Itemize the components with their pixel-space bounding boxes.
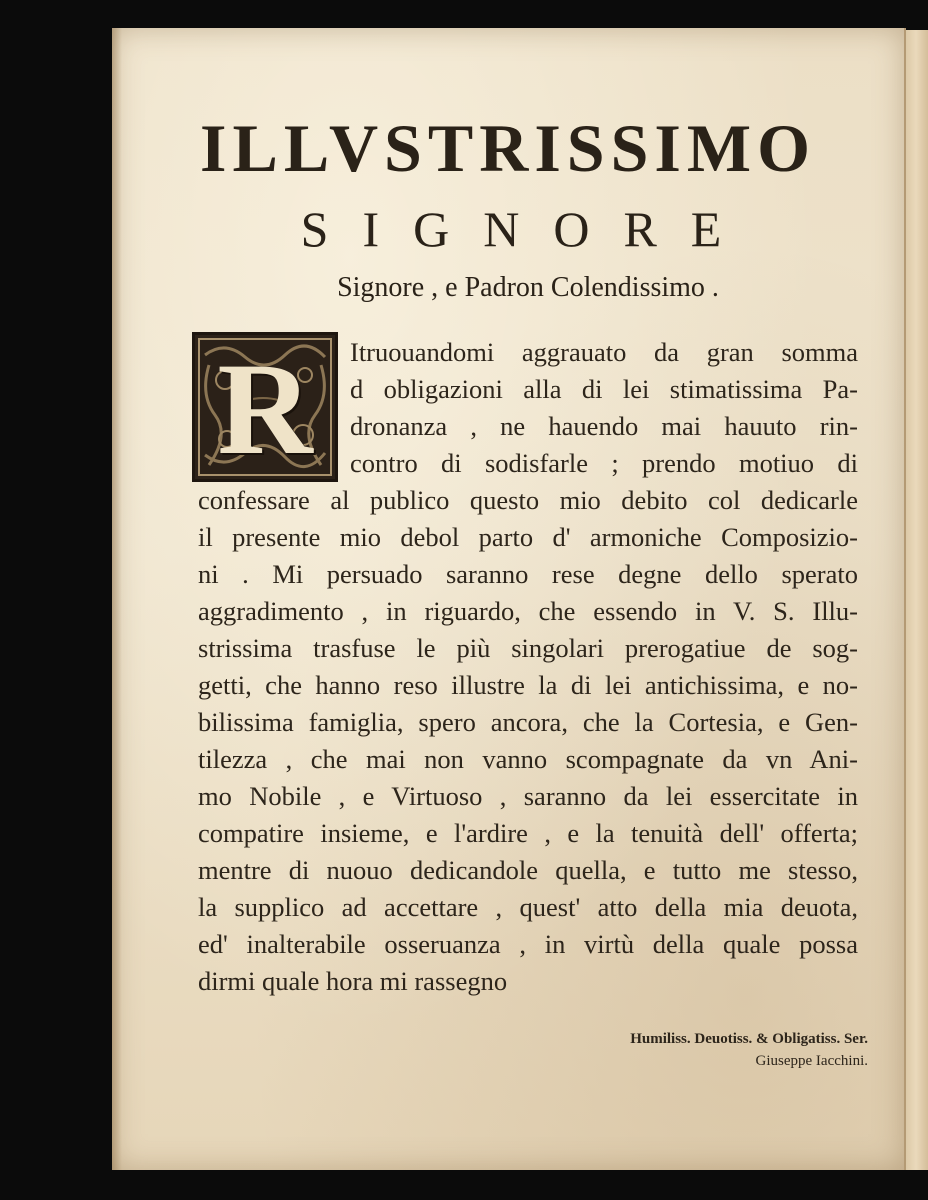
drop-cap-letter: R <box>217 335 313 482</box>
text-line: confessare al publico questo mio debito col dedicarle <box>198 485 858 515</box>
text-line: ni . Mi persuado saranno rese degne dello sperato <box>198 559 858 589</box>
text-line: compatire insieme, e l'ardire , e la tenuità dell' offerta; <box>198 818 858 848</box>
page-title: ILLVSTRISSIMO <box>200 110 816 186</box>
signature-closing: Humiliss. Deuotiss. & Obligatiss. Ser. <box>630 1031 868 1047</box>
signature-name: Giuseppe Iacchini. <box>755 1053 868 1069</box>
signature-block <box>630 1028 868 1072</box>
salutation: Signore , e Padron Colendissimo . <box>337 272 719 303</box>
text-line: aggradimento , in riguardo, che essendo in V. S. Illu- <box>198 596 858 626</box>
text-line: contro di sodisfarle ; prendo motiuo di <box>350 448 858 478</box>
text-line: ed' inalterabile osseruanza , in virtù della quale possa <box>198 929 858 959</box>
text-line: mo Nobile , e Virtuoso , saranno da lei essercitate in <box>198 781 858 811</box>
text-line: tilezza , che mai non vanno scompagnate da vn Ani- <box>198 744 858 774</box>
text-line: bilissima famiglia, spero ancora, che la Cortesia, e Gen- <box>198 707 858 737</box>
book-page <box>112 28 906 1170</box>
dedication-body <box>198 334 858 1000</box>
text-line: la supplico ad accettare , quest' atto della mia deuota, <box>198 892 858 922</box>
text-line: dronanza , ne hauendo mai hauuto rin- <box>350 411 858 441</box>
text-line: dirmi quale hora mi rassegno <box>198 966 508 996</box>
text-line: il presente mio debol parto d' armoniche Composizio- <box>198 522 858 552</box>
text-line: d obligazioni alla di lei stimatissima Pa- <box>350 374 858 404</box>
page-gutter-shadow <box>112 28 122 1170</box>
text-line: mentre di nuouo dedicandole quella, e tutto me stesso, <box>198 855 858 885</box>
text-line: Itruouandomi aggrauato da gran somma <box>350 337 858 367</box>
adjacent-page-edge <box>903 30 928 1170</box>
text-line: strissima trasfuse le più singolari prerogatiue de sog- <box>198 633 858 663</box>
page-subtitle: SIGNORE <box>300 201 756 257</box>
text-line: getti, che hanno reso illustre la di lei antichissima, e no- <box>198 670 858 700</box>
